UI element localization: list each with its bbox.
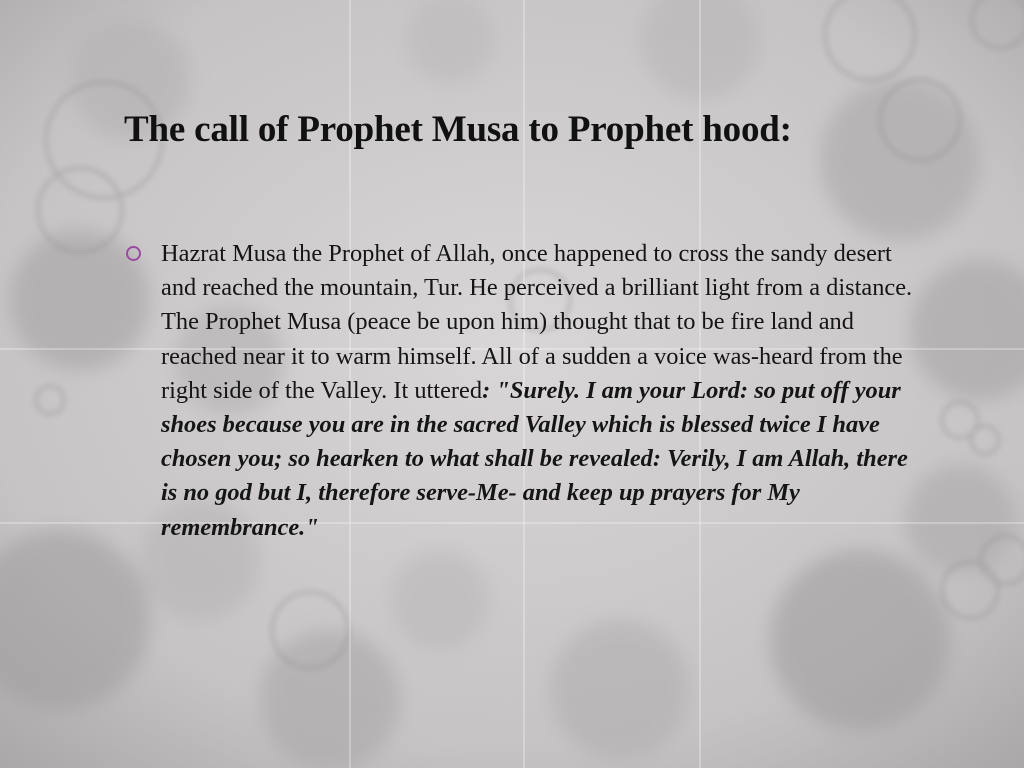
slide-title: The call of Prophet Musa to Prophet hood: [124,109,792,150]
hollow-circle-bullet-icon [126,246,141,261]
body-narrative: Hazrat Musa the Prophet of Allah, once happened to cross the sandy desert and reached the mountain, Tur. He perceived a brilliant light from a distance. The Prophet Musa (peace be upon him) thought that to be fire land and reached near it to warm himself. All of a sudden a voice was-heard from the right side of the Valley. It uttered [161,240,913,404]
body-quote: : "Surely. I am your Lord: so put off your shoes because you are in the sacred Valley which is blessed twice I have chosen you; so hearken to what shall be revealed: Verily, I am Allah, there is no god but I, therefore serve-Me- and keep up prayers for My remembrance." [161,376,908,541]
slide-body-text [161,237,913,545]
